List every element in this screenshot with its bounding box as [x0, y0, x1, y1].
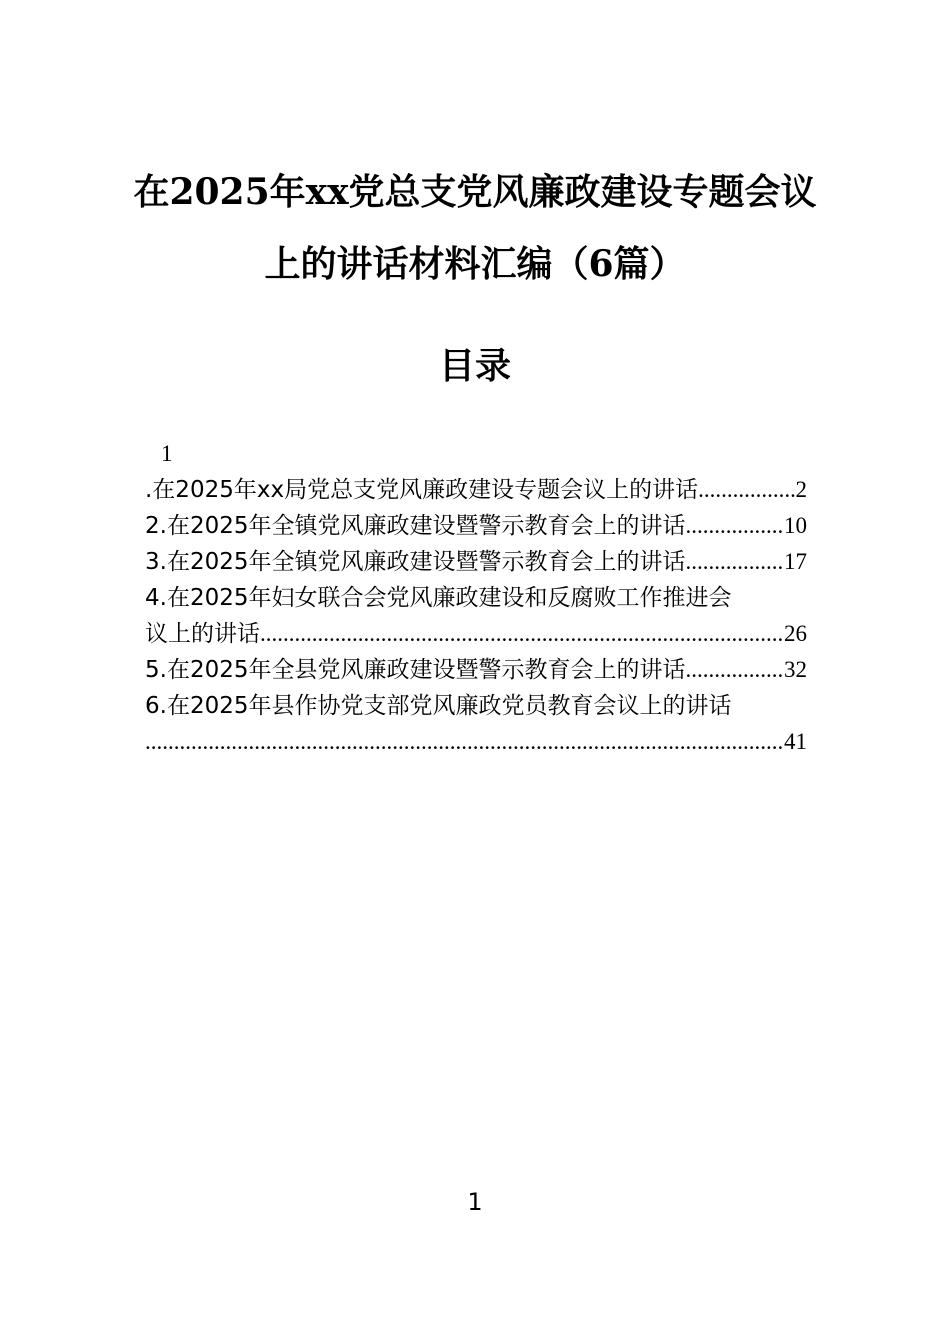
- table-of-contents: [145, 436, 807, 760]
- toc-entry-page: 41: [784, 729, 807, 754]
- toc-entry-text: 议上的讲话: [145, 621, 260, 647]
- toc-leader-dots: [685, 508, 784, 544]
- document-title-line-1: 在2025年xx党总支党风廉政建设专题会议: [133, 171, 817, 213]
- toc-entry-text: 5.在2025年全县党风廉政建设暨警示教育会上的讲话: [145, 657, 686, 683]
- toc-leader-dots: [685, 652, 784, 688]
- toc-entry-1[interactable]: [145, 472, 807, 508]
- toc-entry-page: 10: [784, 513, 807, 538]
- toc-entry-4-line-1[interactable]: [145, 580, 807, 616]
- toc-entry-3[interactable]: [145, 544, 807, 580]
- toc-entry-page: 26: [784, 621, 807, 646]
- toc-leader-dots: [145, 724, 784, 760]
- toc-entry-page: 32: [784, 657, 807, 682]
- toc-entry-page: 2: [795, 477, 807, 502]
- toc-entry-4-line-2[interactable]: [145, 616, 807, 652]
- document-title-line-2: 上的讲话材料汇编（6篇）: [264, 243, 686, 285]
- toc-leader-dots: [685, 544, 784, 580]
- toc-entry-text: 4.在2025年妇女联合会党风廉政建设和反腐败工作推进会: [145, 585, 732, 611]
- page-number: 1: [467, 1188, 483, 1216]
- toc-entry-5[interactable]: [145, 652, 807, 688]
- toc-first-number: 1: [161, 441, 173, 466]
- toc-leader-dots: [698, 472, 795, 508]
- toc-entry-text: 2.在2025年全镇党风廉政建设暨警示教育会上的讲话: [145, 513, 686, 539]
- toc-entry-page: 17: [784, 549, 807, 574]
- toc-leader-dots: [260, 616, 784, 652]
- toc-entry-6-line-1[interactable]: [145, 688, 807, 724]
- toc-entry-text: 3.在2025年全镇党风廉政建设暨警示教育会上的讲话: [145, 549, 686, 575]
- toc-entry-6-line-2[interactable]: [145, 724, 807, 760]
- toc-entry-2[interactable]: [145, 508, 807, 544]
- toc-entry-text: 6.在2025年县作协党支部党风廉政党员教育会议上的讲话: [145, 693, 732, 719]
- toc-entry-text: .在2025年xx局党总支党风廉政建设专题会议上的讲话: [145, 477, 699, 503]
- toc-heading: 目录: [438, 345, 511, 387]
